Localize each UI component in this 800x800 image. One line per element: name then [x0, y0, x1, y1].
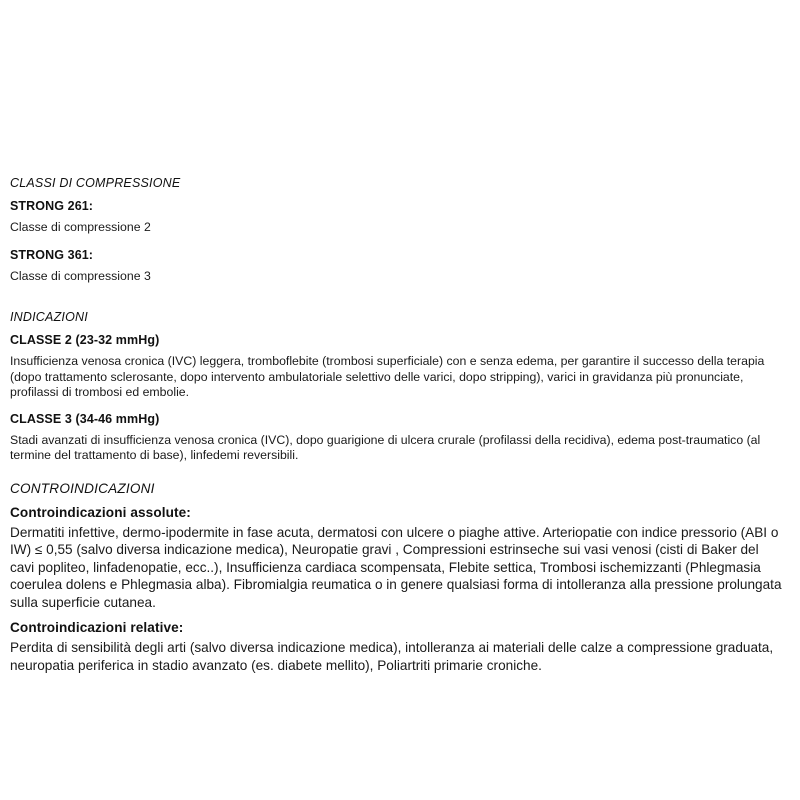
section-heading-classi-di-compressione: CLASSI DI COMPRESSIONE: [10, 176, 181, 190]
item-label-strong-361: STRONG 361:: [10, 247, 94, 262]
item-text-controindicazioni-assolute: Dermatiti infettive, dermo-ipodermite in fase acuta, dermatosi con ulcere o piaghe attive. Arteriopatie con indice pressorio (ABI o IW) ≤ 0,55 (salvo diversa indicazione medica), Neuropatie gravi , Compressioni estrinseche sui vasi venosi (cisti di Baker del cavi popliteo, linfadenopatie, ecc..), Insufficienza cardiaca scompensata, Flebite settica, Trombosi ischemizzanti (Phlegmasia coerulea dolens e Phlegmasia alba). Fibromialgia reumatica o in genere qualsiasi forma di intolleranza alla pressione prolungata sulla superficie cutanea.: [10, 524, 782, 610]
section-heading-controindicazioni: CONTROINDICAZIONI: [10, 480, 155, 496]
item-label-controindicazioni-assolute: Controindicazioni assolute:: [10, 504, 191, 520]
item-label-classe-2: CLASSE 2 (23-32 mmHg): [10, 333, 160, 347]
item-text-classe-3: Stadi avanzati di insufficienza venosa cronica (IVC), dopo guarigione di ulcera crurale (profilassi della recidiva), edema post-traumatico (al termine del trattamento di base), linfedemi reversibili.: [10, 432, 761, 462]
spacer-after-compression: [10, 296, 786, 310]
item-text-strong-361: Classe di compressione 3: [10, 268, 151, 283]
item-label-strong-261: STRONG 261:: [10, 199, 94, 213]
item-text-classe-2: Insufficienza venosa cronica (IVC) leggera, tromboflebite (trombosi superficiale) con e senza edema, per garantire il successo della terapia (dopo trattamento sclerosante, dopo intervento ambulatoriale selettivo delle varici, dopo stripping), varici in gravidanza più pronunciate, profilassi di trombosi ed embolie.: [10, 354, 765, 399]
item-text-strong-261: Classe di compressione 2: [10, 220, 151, 234]
section-classi-di-compressione: [10, 176, 786, 284]
item-label-classe-3: CLASSE 3 (34-46 mmHg): [10, 411, 160, 426]
section-indicazioni: [10, 310, 786, 464]
item-label-controindicazioni-relative: Controindicazioni relative:: [10, 620, 184, 635]
section-heading-indicazioni: INDICAZIONI: [10, 310, 88, 324]
item-text-controindicazioni-relative: Perdita di sensibilità degli arti (salvo diversa indicazione medica), intolleranza ai materiali delle calze a compressione graduata, neuropatia periferica in stadio avanzato (es. diabete mellito), Poliartriti primarie croniche.: [10, 640, 774, 673]
section-controindicazioni: [10, 481, 786, 675]
